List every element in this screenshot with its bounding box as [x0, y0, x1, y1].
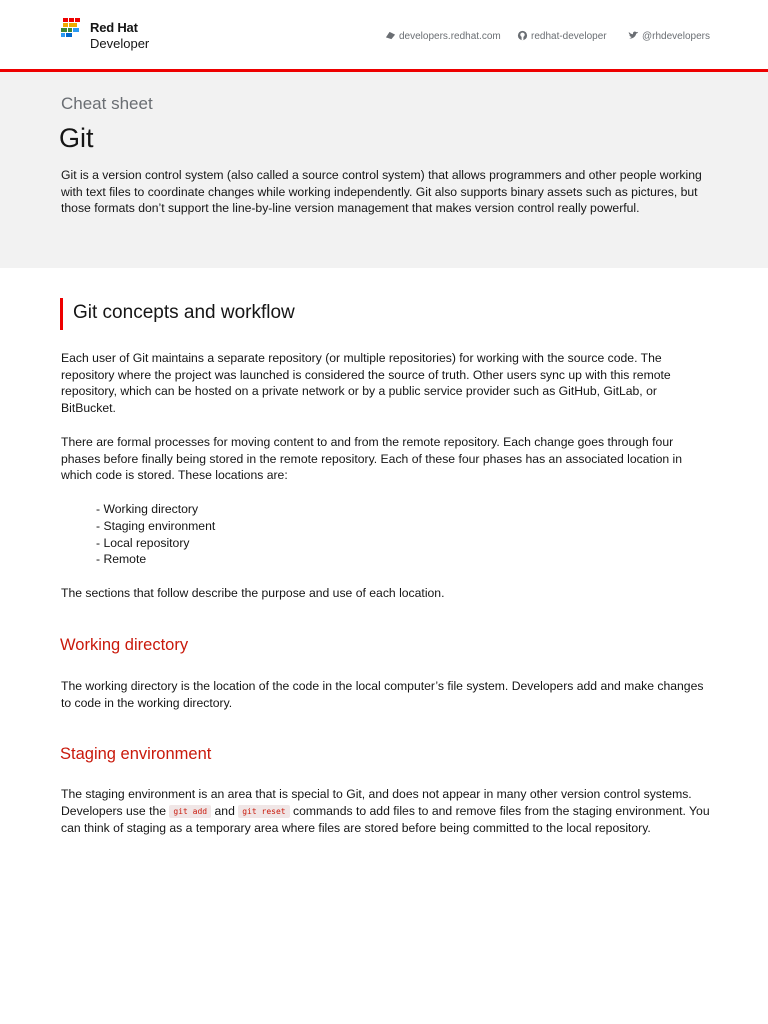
staging-text-b: and	[211, 803, 239, 818]
section-title: Git concepts and workflow	[73, 302, 295, 323]
logo-line2: Developer	[90, 36, 150, 51]
twitter-icon	[628, 30, 639, 41]
paragraph-sections-follow: The sections that follow describe the purpose and use of each location.	[61, 586, 445, 600]
globe-icon	[385, 30, 396, 41]
paragraph-working-directory: The working directory is the location of the code in the local computer’s file system. Developers add and make changes to code in the working directory.	[61, 679, 704, 710]
redhat-logo-icon	[61, 18, 83, 40]
link-website-label: developers.redhat.com	[399, 31, 501, 42]
link-github[interactable]	[517, 30, 607, 42]
intro-banner	[0, 72, 768, 268]
page-title: Git	[59, 123, 94, 153]
heading-working-directory: Working directory	[60, 636, 189, 654]
intro-paragraph: Git is a version control system (also called a source control system) that allows programmers and other people working with text files to coordinate changes while working independently. Git also supports binary assets such as pictures, but those formats don’t support the line-by-line version management that makes version control really powerful.	[61, 168, 702, 216]
logo-line1: Red Hat	[90, 20, 138, 35]
link-twitter-label: @rhdevelopers	[642, 31, 710, 42]
section-accent-bar	[60, 298, 63, 330]
paragraph-staging-environment	[61, 786, 711, 837]
code-git-reset: git reset	[238, 805, 289, 818]
list-item: - Local repository	[96, 535, 190, 550]
link-github-label: redhat-developer	[531, 31, 607, 42]
link-twitter[interactable]	[628, 30, 710, 42]
code-git-add: git add	[169, 805, 211, 818]
list-item: - Working directory	[96, 502, 199, 516]
list-item: - Staging environment	[96, 518, 216, 533]
page-header	[0, 0, 768, 72]
redhat-developer-logo[interactable]	[61, 18, 171, 54]
heading-staging-environment: Staging environment	[60, 745, 212, 763]
github-icon	[517, 30, 528, 41]
paragraph-remote-repo: Each user of Git maintains a separate repository (or multiple repositories) for working with the source code. The repository where the project was launched is considered the source of truth. Other users sync up with this remote repository, which can be hosted on a private network or by a public service provider such as GitHub, GitLab, or BitBucket.	[61, 351, 671, 415]
paragraph-phases: There are formal processes for moving content to and from the remote repository. Each change goes through four phases before finally being stored in the remote repository. Each of these four phases has an associated location in which code is stored. These locations are:	[61, 435, 683, 483]
list-item: - Remote	[96, 552, 147, 567]
eyebrow-label: Cheat sheet	[61, 94, 153, 113]
locations-list	[96, 501, 215, 568]
staging-text-a: The staging environment is an area that is special to Git, and does not appear in many other version control systems. Developers use the	[61, 787, 692, 818]
link-website[interactable]	[385, 30, 501, 42]
staging-text-c: commands to add files to and remove files from the staging environment. You can think of staging as a temporary area where files are stored before being committed to the local repository.	[61, 803, 710, 836]
